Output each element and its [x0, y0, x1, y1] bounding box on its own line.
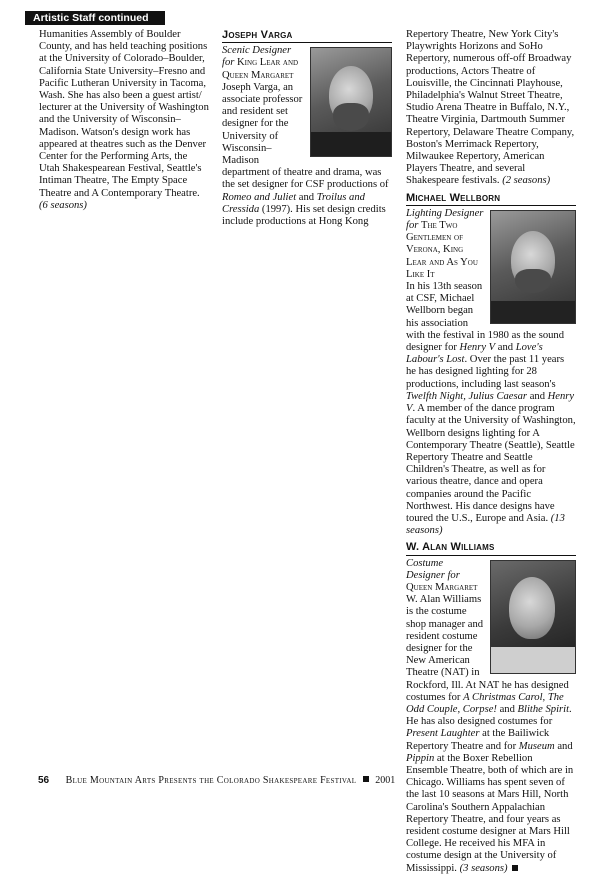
- column-2: [222, 29, 392, 228]
- varga-seasons: (2 seasons): [502, 175, 551, 187]
- williams-and-1: and: [496, 703, 518, 715]
- watson-seasons: (6 seasons): [39, 199, 87, 211]
- varga-bio-continued-text: Repertory Theatre, New York City's Playwrights Horizons and SoHo Repertory, numerous off-off Broadway productions, Actors Theatre of Louisville, the Cincinnati Playhouse, Philadelphia's Walnut Street Theatre, Studio Arena Theatre in Buffalo, N.Y., Theatre Virginia, Dartmouth Summer Repertory, Delaware Theatre Company, Boston's Merrimack Repertory, Milwaukee Repertory, American Players Theatre, and several Shakespeare festivals.: [406, 29, 575, 187]
- williams-role-prefix: Costume Designer for: [406, 557, 460, 581]
- varga-and-1: and: [296, 191, 317, 203]
- wellborn-role-plays: The Two Gentlemen of Verona, King Lear and As You Like It: [406, 220, 478, 280]
- page-footer: [38, 775, 395, 786]
- wellborn-play-4: Henry V: [406, 390, 575, 415]
- wellborn-play-1: Henry V: [459, 342, 496, 354]
- williams-portrait-photo: [490, 560, 576, 674]
- williams-play-2: Blithe Spirit: [517, 703, 570, 715]
- end-mark-square-icon: [512, 865, 518, 871]
- watson-bio-text: Humanities Assembly of Boulder County, and has held teaching positions at the University of Colorado–Boulder, California State University–Fresno and Pacific Lutheran University in Tacoma, Wash. She has also been a guest artist/ lecturer at the University of Washington and the University of Wisconsin–Madison. Watson's design work has appeared at theatres such as the Denver Center for the Performing Arts, the Utah Shakespearean Festival, Seattle's Intiman Theatre, The Empty Space Theatre and A Contemporary Theatre.: [39, 29, 209, 199]
- varga-role-plays: King Lear and Queen Margaret: [222, 57, 299, 81]
- section-header-label: Artistic Staff continued: [33, 12, 149, 24]
- footer-title: Blue Mountain Arts Presents the Colorado Shakespeare Festival: [65, 775, 357, 786]
- varga-play-2: Troilus and Cressida: [222, 191, 365, 215]
- varga-bio-continued: [406, 29, 576, 188]
- williams-bio-d: at the Boxer Rebellion Ensemble Theatre, both of which are in Chicago. Williams has spent seven of the last 10 seasons at Mars Hill, North Carolina's Southern Appalachian Repertory Theatre, and four years as resident costume designer at Mars Hill College. He received his MFA in costume design at the University of Mississippi.: [406, 752, 574, 874]
- wellborn-portrait-photo: [490, 210, 576, 324]
- williams-play-1: A Christmas Carol, The Odd Couple, Corpse!: [406, 691, 564, 715]
- page-number: 56: [38, 775, 50, 786]
- wellborn-bio-c: . A member of the dance program faculty at the University of Washington, Wellborn designs lighting for A Contemporary Theatre (Seattle), Seattle Repertory Theatre and Seattle Children's Theatre, as well as for various theatre, dance and opera companies around the Pacific Northwest. His dance designs have toured the U.S., Europe and Asia.: [406, 403, 576, 524]
- varga-bio-b: (1997). His set design credits include productions at Hong Kong: [222, 203, 386, 228]
- wellborn-play-2: Love's Labour's Lost: [406, 342, 543, 366]
- footer-square-icon: [363, 776, 369, 782]
- williams-name-heading: W. Alan Williams: [406, 541, 576, 555]
- section-header-bar: [25, 11, 165, 25]
- williams-bio-b: . He has also designed costumes for: [406, 703, 572, 728]
- varga-portrait-photo: [310, 47, 392, 157]
- column-3: [406, 29, 576, 875]
- column-1: [39, 29, 209, 212]
- williams-play-5: Pippin: [406, 752, 435, 764]
- williams-play-3: Present Laughter: [406, 728, 480, 740]
- williams-role-plays: Queen Margaret: [406, 581, 478, 593]
- williams-and-2: and: [554, 740, 573, 752]
- wellborn-and-2: and: [527, 390, 548, 402]
- varga-play-1: Romeo and Juliet: [222, 191, 297, 203]
- varga-bio-a: Joseph Varga, an associate professor and resident set designer for the University of Wisconsin–Madison department of theatre and drama, was the set designer for CSF productions of: [222, 81, 389, 191]
- williams-bio-c: at the Bailiwick Repertory Theatre and for: [406, 728, 550, 752]
- footer-year: 2001: [375, 775, 396, 786]
- wellborn-section: [406, 192, 576, 538]
- williams-seasons: (3 seasons): [459, 862, 508, 874]
- williams-play-4: Museum: [518, 740, 555, 752]
- wellborn-bio-b: . Over the past 11 years he has designed lighting for 28 productions, including last season's: [406, 354, 565, 390]
- watson-bio-continued: [39, 29, 209, 212]
- wellborn-bio-a: In his 13th season at CSF, Michael Wellborn began his association with the festival in 1980 as the sound designer for: [406, 281, 565, 354]
- varga-role-prefix: Scenic Designer for: [222, 45, 292, 69]
- varga-name-heading: Joseph Varga: [222, 29, 392, 43]
- williams-bio-a: W. Alan Williams is the costume shop manager and resident costume designer for the New American Theatre (NAT) in Rockford, Ill. At NAT he has designed costumes for: [406, 594, 569, 703]
- wellborn-seasons: (13 seasons): [406, 512, 565, 537]
- wellborn-role-prefix: Lighting Designer for: [406, 207, 484, 232]
- wellborn-and-1: and: [495, 342, 516, 354]
- wellborn-name-heading: Michael Wellborn: [406, 192, 576, 206]
- wellborn-play-3: Twelfth Night, Julius Caesar: [406, 390, 528, 402]
- williams-section: [406, 541, 576, 874]
